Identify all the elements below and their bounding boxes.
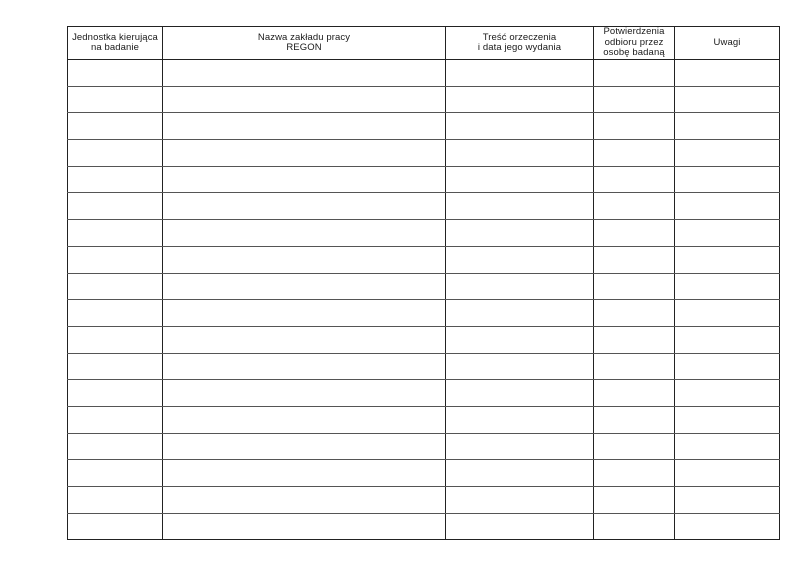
cell-certificate-content-date[interactable] <box>446 487 594 514</box>
cell-workplace-name-regon[interactable] <box>163 273 446 300</box>
cell-workplace-name-regon[interactable] <box>163 460 446 487</box>
cell-receipt-confirmation[interactable] <box>594 380 675 407</box>
table-row <box>68 246 780 273</box>
cell-workplace-name-regon[interactable] <box>163 300 446 327</box>
table-row <box>68 113 780 140</box>
cell-certificate-content-date[interactable] <box>446 380 594 407</box>
table-row <box>68 353 780 380</box>
cell-remarks[interactable] <box>675 113 780 140</box>
cell-workplace-name-regon[interactable] <box>163 353 446 380</box>
header-certificate-content-date: Treść orzeczenia i data jego wydania <box>446 27 594 60</box>
cell-referring-unit[interactable] <box>68 86 163 113</box>
table-row <box>68 460 780 487</box>
cell-referring-unit[interactable] <box>68 140 163 167</box>
cell-referring-unit[interactable] <box>68 353 163 380</box>
table-row <box>68 513 780 540</box>
table-row <box>68 326 780 353</box>
cell-workplace-name-regon[interactable] <box>163 220 446 247</box>
cell-workplace-name-regon[interactable] <box>163 326 446 353</box>
cell-workplace-name-regon[interactable] <box>163 246 446 273</box>
cell-certificate-content-date[interactable] <box>446 273 594 300</box>
cell-referring-unit[interactable] <box>68 300 163 327</box>
cell-certificate-content-date[interactable] <box>446 86 594 113</box>
register-table <box>67 26 780 540</box>
cell-receipt-confirmation[interactable] <box>594 220 675 247</box>
cell-remarks[interactable] <box>675 140 780 167</box>
table-row <box>68 86 780 113</box>
header-receipt-confirmation: Potwierdzenia odbioru przez osobę badaną <box>594 27 675 60</box>
cell-certificate-content-date[interactable] <box>446 300 594 327</box>
cell-referring-unit[interactable] <box>68 406 163 433</box>
table-row <box>68 406 780 433</box>
cell-referring-unit[interactable] <box>68 326 163 353</box>
cell-remarks[interactable] <box>675 433 780 460</box>
cell-workplace-name-regon[interactable] <box>163 140 446 167</box>
cell-workplace-name-regon[interactable] <box>163 433 446 460</box>
cell-receipt-confirmation[interactable] <box>594 460 675 487</box>
cell-remarks[interactable] <box>675 513 780 540</box>
cell-workplace-name-regon[interactable] <box>163 487 446 514</box>
cell-workplace-name-regon[interactable] <box>163 86 446 113</box>
cell-referring-unit[interactable] <box>68 220 163 247</box>
cell-remarks[interactable] <box>675 220 780 247</box>
cell-certificate-content-date[interactable] <box>446 246 594 273</box>
cell-receipt-confirmation[interactable] <box>594 300 675 327</box>
cell-referring-unit[interactable] <box>68 433 163 460</box>
cell-workplace-name-regon[interactable] <box>163 60 446 87</box>
header-referring-unit: Jednostka kierująca na badanie <box>68 27 163 60</box>
cell-remarks[interactable] <box>675 300 780 327</box>
register-form <box>67 26 779 540</box>
cell-remarks[interactable] <box>675 406 780 433</box>
table-row <box>68 60 780 87</box>
header-row <box>68 27 780 60</box>
table-row <box>68 193 780 220</box>
cell-referring-unit[interactable] <box>68 60 163 87</box>
table-row <box>68 166 780 193</box>
cell-receipt-confirmation[interactable] <box>594 273 675 300</box>
cell-receipt-confirmation[interactable] <box>594 406 675 433</box>
cell-remarks[interactable] <box>675 60 780 87</box>
cell-remarks[interactable] <box>675 326 780 353</box>
table-row <box>68 300 780 327</box>
table-row <box>68 140 780 167</box>
cell-workplace-name-regon[interactable] <box>163 166 446 193</box>
cell-receipt-confirmation[interactable] <box>594 246 675 273</box>
cell-certificate-content-date[interactable] <box>446 326 594 353</box>
cell-workplace-name-regon[interactable] <box>163 113 446 140</box>
cell-receipt-confirmation[interactable] <box>594 60 675 87</box>
cell-remarks[interactable] <box>675 487 780 514</box>
cell-receipt-confirmation[interactable] <box>594 326 675 353</box>
cell-workplace-name-regon[interactable] <box>163 380 446 407</box>
cell-remarks[interactable] <box>675 193 780 220</box>
cell-certificate-content-date[interactable] <box>446 166 594 193</box>
table-row <box>68 433 780 460</box>
header-workplace-name-regon: Nazwa zakładu pracy REGON <box>163 27 446 60</box>
cell-receipt-confirmation[interactable] <box>594 487 675 514</box>
table-row <box>68 273 780 300</box>
cell-referring-unit[interactable] <box>68 460 163 487</box>
cell-receipt-confirmation[interactable] <box>594 433 675 460</box>
cell-certificate-content-date[interactable] <box>446 433 594 460</box>
cell-remarks[interactable] <box>675 166 780 193</box>
cell-receipt-confirmation[interactable] <box>594 86 675 113</box>
cell-workplace-name-regon[interactable] <box>163 513 446 540</box>
cell-remarks[interactable] <box>675 460 780 487</box>
cell-certificate-content-date[interactable] <box>446 113 594 140</box>
cell-certificate-content-date[interactable] <box>446 60 594 87</box>
cell-referring-unit[interactable] <box>68 113 163 140</box>
cell-remarks[interactable] <box>675 273 780 300</box>
cell-referring-unit[interactable] <box>68 273 163 300</box>
table-row <box>68 220 780 247</box>
cell-referring-unit[interactable] <box>68 246 163 273</box>
cell-workplace-name-regon[interactable] <box>163 406 446 433</box>
cell-referring-unit[interactable] <box>68 193 163 220</box>
cell-certificate-content-date[interactable] <box>446 460 594 487</box>
cell-remarks[interactable] <box>675 353 780 380</box>
cell-certificate-content-date[interactable] <box>446 193 594 220</box>
cell-receipt-confirmation[interactable] <box>594 140 675 167</box>
cell-referring-unit[interactable] <box>68 166 163 193</box>
cell-certificate-content-date[interactable] <box>446 140 594 167</box>
table-row <box>68 380 780 407</box>
cell-certificate-content-date[interactable] <box>446 220 594 247</box>
cell-workplace-name-regon[interactable] <box>163 193 446 220</box>
cell-certificate-content-date[interactable] <box>446 513 594 540</box>
cell-referring-unit[interactable] <box>68 380 163 407</box>
cell-remarks[interactable] <box>675 86 780 113</box>
cell-referring-unit[interactable] <box>68 513 163 540</box>
cell-receipt-confirmation[interactable] <box>594 513 675 540</box>
cell-referring-unit[interactable] <box>68 487 163 514</box>
cell-receipt-confirmation[interactable] <box>594 113 675 140</box>
cell-receipt-confirmation[interactable] <box>594 193 675 220</box>
cell-receipt-confirmation[interactable] <box>594 353 675 380</box>
cell-remarks[interactable] <box>675 246 780 273</box>
table-body <box>68 60 780 540</box>
table-row <box>68 487 780 514</box>
cell-certificate-content-date[interactable] <box>446 406 594 433</box>
header-remarks: Uwagi <box>675 27 780 60</box>
cell-remarks[interactable] <box>675 380 780 407</box>
cell-certificate-content-date[interactable] <box>446 353 594 380</box>
cell-receipt-confirmation[interactable] <box>594 166 675 193</box>
